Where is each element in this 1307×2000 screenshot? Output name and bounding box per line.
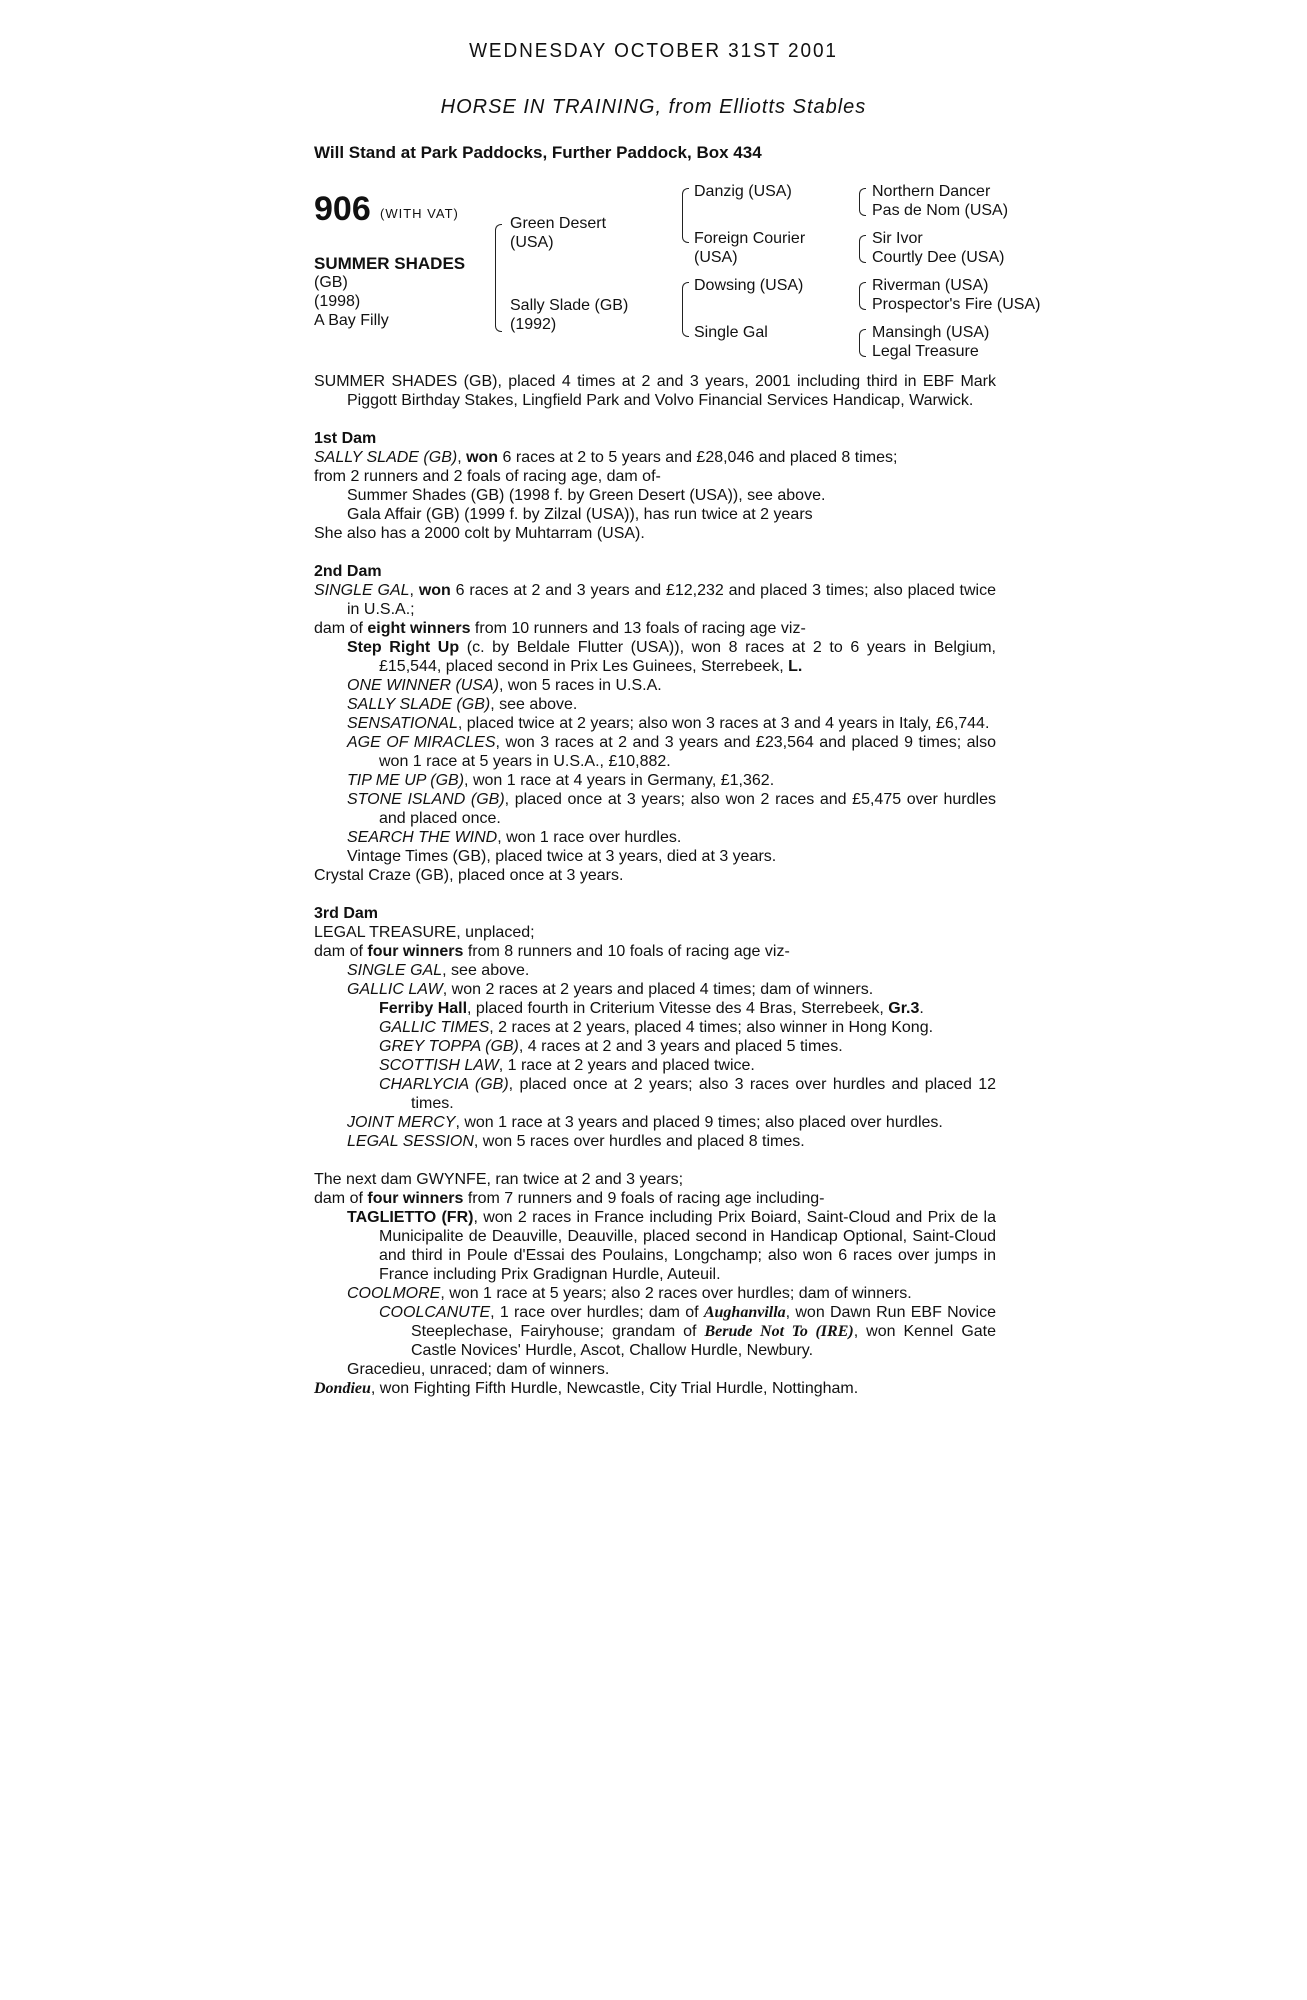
entry-text: , placed twice at 2 years; also won 3 races at 3 and 4 years in Italy, £6,744. bbox=[457, 715, 990, 732]
sire-dam-name: Foreign Courier bbox=[694, 230, 806, 247]
won-label: won bbox=[418, 582, 451, 599]
dds: Mansingh (USA) bbox=[872, 324, 990, 341]
entry-text: , won Kennel Gate Castle Novices' Hurdle, Ascot, Challow Hurdle, Newbury. bbox=[411, 1323, 997, 1359]
sire bbox=[510, 214, 606, 252]
horse-name: COOLCANUTE bbox=[379, 1304, 491, 1321]
produce-entry bbox=[314, 1018, 996, 1037]
entry-text: , placed fourth in Criterium Vitesse des 4 Bras, Sterrebeek, bbox=[467, 1000, 889, 1017]
pedigree-brace bbox=[495, 224, 502, 332]
stand-location: Will Stand at Park Paddocks, Further Paddock, Box 434 bbox=[314, 143, 762, 162]
vat-note: (WITH VAT) bbox=[380, 206, 459, 221]
entry-text: , 2 races at 2 years, placed 4 times; also winner in Hong Kong. bbox=[489, 1019, 934, 1036]
produce-entry bbox=[314, 1113, 996, 1132]
produce-entry bbox=[314, 999, 996, 1018]
lot-number: 906 bbox=[314, 190, 371, 228]
label: dam of bbox=[314, 943, 368, 960]
horse-name: Ferriby Hall bbox=[379, 1000, 468, 1017]
horse-name: STONE ISLAND (GB) bbox=[347, 791, 505, 808]
produce-entry bbox=[314, 1379, 996, 1398]
dam-name: SALLY SLADE (GB) bbox=[314, 449, 458, 466]
consignor-line: HORSE IN TRAINING, from Elliotts Stables bbox=[440, 96, 867, 118]
horse-name: COOLMORE bbox=[347, 1285, 441, 1302]
horse-name: SALLY SLADE (GB) bbox=[347, 696, 491, 713]
entry-text: , 1 race over hurdles; dam of bbox=[490, 1304, 704, 1321]
entry-text: , placed once at 3 years; also won 2 races and £5,475 over hurdles and placed once. bbox=[379, 791, 996, 827]
horse-name: CHARLYCIA (GB) bbox=[379, 1076, 509, 1093]
dam-name: Sally Slade (GB) bbox=[510, 297, 629, 314]
entry-text: , won 1 race at 5 years; also 2 races over hurdles; dam of winners. bbox=[440, 1285, 912, 1302]
produce-entry bbox=[314, 980, 996, 999]
entry-text: , won 1 race at 4 years in Germany, £1,362. bbox=[464, 772, 775, 789]
produce-entry: Vintage Times (GB), placed twice at 3 years, died at 3 years. bbox=[347, 848, 777, 865]
horse-name: Berude Not To (IRE) bbox=[704, 1323, 854, 1340]
horse-name: AGE OF MIRACLES bbox=[347, 734, 496, 751]
dam-sire: Dowsing (USA) bbox=[694, 277, 804, 294]
entry-text: , won Dawn Run EBF Novice Steeplechase, Fairyhouse; grandam of bbox=[411, 1304, 996, 1340]
entry-text: , won 1 race at 3 years and placed 9 times; also placed over hurdles. bbox=[455, 1114, 943, 1131]
entry-text: , won 2 races at 2 years and placed 4 times; dam of winners. bbox=[442, 981, 874, 998]
sale-date: WEDNESDAY OCTOBER 31ST 2001 bbox=[469, 40, 838, 62]
third-dam-record: LEGAL TREASURE, unplaced; bbox=[314, 924, 535, 941]
dam-year: (1992) bbox=[510, 316, 557, 333]
produce-entry bbox=[314, 733, 996, 771]
produce-entry bbox=[314, 1303, 996, 1360]
dss: Riverman (USA) bbox=[872, 277, 989, 294]
produce-entry: Gracedieu, unraced; dam of winners. bbox=[347, 1361, 610, 1378]
second-dam-record: SINGLE GAL, won 6 races at 2 and 3 years and £12,232 and placed 3 times; also placed twice in U.S.A.; bbox=[314, 582, 997, 618]
entry-text: , see above. bbox=[490, 696, 578, 713]
produce-entry bbox=[314, 638, 996, 676]
entry-text: , won 2 races in France including Prix Boiard, Saint-Cloud and Prix de la Municipalite de Deauville, Deauville, placed second in Handicap Optional, Saint-Cloud and third in Poule d'Essai des Poulains, Longchamp; also won 6 races over jumps in France including Prix Gradignan Hurdle, Auteuil. bbox=[379, 1209, 996, 1283]
summary-text: from 7 runners and 9 foals of racing age including- bbox=[463, 1190, 825, 1207]
horse-name: SINGLE GAL bbox=[347, 962, 443, 979]
produce-entry bbox=[314, 1208, 996, 1284]
pedigree-brace bbox=[859, 188, 866, 216]
produce-summary bbox=[314, 942, 996, 961]
first-dam-record: SALLY SLADE (GB), won 6 races at 2 to 5 years and £28,046 and placed 8 times; bbox=[314, 449, 898, 466]
sdd: Courtly Dee (USA) bbox=[872, 249, 1005, 266]
produce-entry bbox=[314, 961, 996, 980]
horse-name: GALLIC LAW bbox=[347, 981, 443, 998]
horse-name: SEARCH THE WIND bbox=[347, 829, 498, 846]
produce-entry bbox=[314, 1037, 996, 1056]
horse-name: Dondieu bbox=[314, 1380, 371, 1397]
third-dam-heading: 3rd Dam bbox=[314, 905, 379, 922]
sire-dam-origin: (USA) bbox=[694, 249, 738, 266]
summary-text: from 10 runners and 13 foals of racing age viz- bbox=[470, 620, 806, 637]
pedigree-brace bbox=[859, 282, 866, 310]
produce-entry bbox=[314, 1075, 996, 1113]
horse-name: JOINT MERCY bbox=[347, 1114, 456, 1131]
ssd: Pas de Nom (USA) bbox=[872, 202, 1009, 219]
dsd: Prospector's Fire (USA) bbox=[872, 296, 1041, 313]
horse-origin: (GB) bbox=[314, 274, 348, 291]
record-text: 6 races at 2 and 3 years and £12,232 and placed 3 times; also placed twice in U.S.A.; bbox=[347, 582, 997, 618]
grade-label: Gr.3 bbox=[888, 1000, 920, 1017]
listed-label: L. bbox=[788, 658, 803, 675]
horse-name: TIP ME UP (GB) bbox=[347, 772, 465, 789]
produce-entry bbox=[314, 790, 996, 828]
winners-count: four winners bbox=[367, 1190, 464, 1207]
racing-record: SUMMER SHADES (GB), placed 4 times at 2 and 3 years, 2001 including third in EBF Mark Piggott Birthday Stakes, Lingfield Park and Volvo Financial Services Handicap, Warwick. bbox=[314, 373, 996, 409]
produce-entry bbox=[314, 1056, 996, 1075]
produce-entry bbox=[314, 714, 996, 733]
first-dam-heading: 1st Dam bbox=[314, 430, 377, 447]
entry-text: , 1 race at 2 years and placed twice. bbox=[498, 1057, 755, 1074]
sire-name: Green Desert bbox=[510, 215, 607, 232]
produce-entry: Crystal Craze (GB), placed once at 3 years. bbox=[314, 867, 624, 884]
produce-summary bbox=[314, 619, 996, 638]
produce-entry bbox=[314, 695, 996, 714]
catalogue-body bbox=[314, 372, 996, 1398]
horse-name: Step Right Up bbox=[347, 639, 460, 656]
produce-entry: Summer Shades (GB) (1998 f. by Green Desert (USA)), see above. bbox=[347, 487, 826, 504]
pedigree-brace bbox=[859, 235, 866, 263]
dam-dam: Single Gal bbox=[694, 324, 768, 341]
entry-text: , placed once at 2 years; also 3 races over hurdles and placed 12 times. bbox=[411, 1076, 997, 1112]
produce-summary: from 2 runners and 2 foals of racing age, dam of- bbox=[314, 468, 661, 485]
entry-text: , won 5 races in U.S.A. bbox=[499, 677, 662, 694]
winners-count: eight winners bbox=[367, 620, 471, 637]
label: dam of bbox=[314, 1190, 368, 1207]
produce-entry bbox=[314, 828, 996, 847]
pedigree-brace bbox=[682, 282, 689, 337]
horse-name: LEGAL SESSION bbox=[347, 1133, 474, 1150]
entry-text: , see above. bbox=[442, 962, 530, 979]
entry-text: , won 3 races at 2 and 3 years and £23,564 and placed 9 times; also won 1 race at 5 years in U.S.A., £10,882. bbox=[379, 734, 997, 770]
horse-name: GREY TOPPA (GB) bbox=[379, 1038, 519, 1055]
summary-text: from 8 runners and 10 foals of racing age viz- bbox=[463, 943, 790, 960]
dam bbox=[510, 296, 628, 334]
sire-origin: (USA) bbox=[510, 234, 554, 251]
entry-text: , won 5 races over hurdles and placed 8 times. bbox=[473, 1133, 805, 1150]
sss: Northern Dancer bbox=[872, 183, 991, 200]
won-label: won bbox=[466, 449, 499, 466]
produce-note: She also has a 2000 colt by Muhtarram (USA). bbox=[314, 525, 645, 542]
pedigree-brace bbox=[859, 329, 866, 357]
entry-text: , won Fighting Fifth Hurdle, Newcastle, City Trial Hurdle, Nottingham. bbox=[370, 1380, 859, 1397]
ddd: Legal Treasure bbox=[872, 343, 979, 360]
horse-year: (1998) bbox=[314, 293, 361, 310]
produce-summary bbox=[314, 1189, 996, 1208]
horse-description: A Bay Filly bbox=[314, 312, 389, 329]
label: dam of bbox=[314, 620, 368, 637]
dam-name: SINGLE GAL bbox=[314, 582, 410, 599]
winners-count: four winners bbox=[367, 943, 464, 960]
sire-sire: Danzig (USA) bbox=[694, 183, 792, 200]
produce-entry bbox=[314, 1132, 996, 1151]
horse-name: Aughanvilla bbox=[703, 1304, 786, 1321]
sds: Sir Ivor bbox=[872, 230, 923, 247]
fourth-dam-record: The next dam GWYNFE, ran twice at 2 and 3 years; bbox=[314, 1171, 684, 1188]
pedigree-table bbox=[314, 182, 1074, 367]
produce-entry: Gala Affair (GB) (1999 f. by Zilzal (USA)), has run twice at 2 years bbox=[347, 506, 813, 523]
record-text: 6 races at 2 to 5 years and £28,046 and placed 8 times; bbox=[498, 449, 898, 466]
horse-name: ONE WINNER (USA) bbox=[347, 677, 499, 694]
horse-name: GALLIC TIMES bbox=[379, 1019, 490, 1036]
sire-dam bbox=[694, 229, 805, 267]
horse-name: SUMMER SHADES bbox=[314, 254, 466, 273]
produce-entry bbox=[314, 771, 996, 790]
second-dam-heading: 2nd Dam bbox=[314, 563, 382, 580]
entry-text: , won 1 race over hurdles. bbox=[497, 829, 682, 846]
entry-end: . bbox=[919, 1000, 924, 1017]
horse-name: SCOTTISH LAW bbox=[379, 1057, 499, 1074]
horse-name: TAGLIETTO (FR) bbox=[347, 1209, 474, 1226]
entry-text: , 4 races at 2 and 3 years and placed 5 times. bbox=[518, 1038, 843, 1055]
produce-entry bbox=[314, 1284, 996, 1303]
entry-text: (c. by Beldale Flutter (USA)), won 8 races at 2 to 6 years in Belgium, £15,544, placed second in Prix Les Guinees, Sterrebeek, bbox=[379, 639, 996, 675]
pedigree-brace bbox=[682, 188, 689, 243]
produce-entry bbox=[314, 676, 996, 695]
horse-name: SENSATIONAL bbox=[347, 715, 458, 732]
